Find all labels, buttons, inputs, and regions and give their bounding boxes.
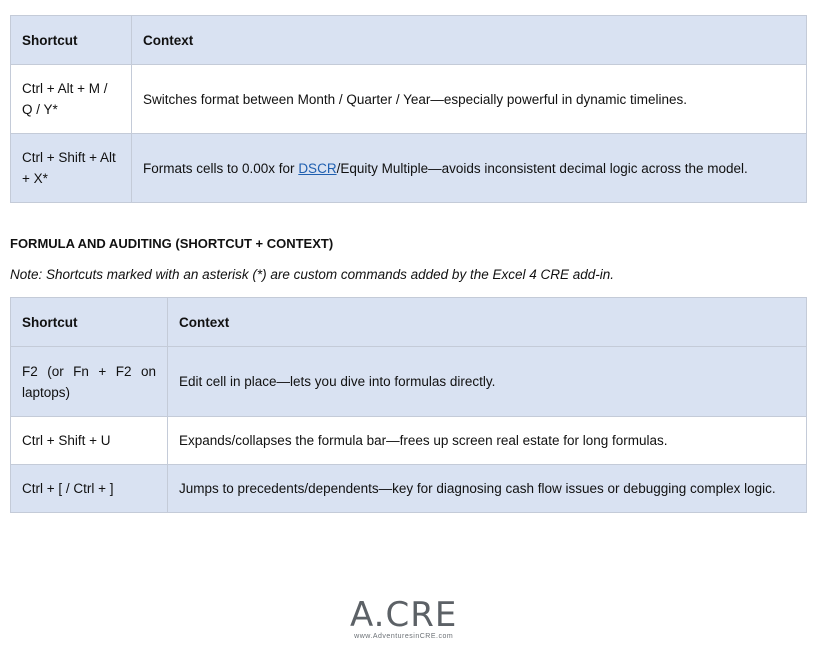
header-context: Context (168, 298, 807, 347)
context-text-pre: Formats cells to 0.00x for (143, 160, 299, 176)
table-header-row (11, 298, 807, 347)
shortcut-table-1 (10, 15, 807, 203)
table-row (11, 417, 807, 465)
table-row (11, 347, 807, 417)
context-cell (132, 134, 807, 203)
acre-logo (350, 595, 458, 640)
shortcut-cell: F2 (or Fn + F2 on laptops) (11, 347, 168, 417)
logo-mark: A.CRE (350, 595, 458, 635)
shortcut-cell: Ctrl + [ / Ctrl + ] (11, 465, 168, 513)
shortcut-table-2 (10, 297, 807, 513)
table-row (11, 134, 807, 203)
asterisk-note: Note: Shortcuts marked with an asterisk (*) are custom commands added by the Excel 4 CRE add-in. (10, 267, 615, 282)
header-shortcut: Shortcut (11, 16, 132, 65)
header-shortcut: Shortcut (11, 298, 168, 347)
logo-url: www.AdventuresinCRE.com (354, 633, 454, 640)
context-cell: Jumps to precedents/dependents—key for diagnosing cash flow issues or debugging complex logic. (168, 465, 807, 513)
context-cell: Expands/collapses the formula bar—frees up screen real estate for long formulas. (168, 417, 807, 465)
shortcut-cell: Ctrl + Alt + M / Q / Y* (11, 65, 132, 134)
shortcut-cell: Ctrl + Shift + U (11, 417, 168, 465)
section-title: FORMULA AND AUDITING (SHORTCUT + CONTEXT) (10, 236, 334, 251)
header-context: Context (132, 16, 807, 65)
table-row (11, 465, 807, 513)
dscr-link[interactable]: DSCR (298, 160, 337, 176)
context-cell: Switches format between Month / Quarter / Year—especially powerful in dynamic timelines. (132, 65, 807, 134)
table-header-row (11, 16, 807, 65)
context-cell: Edit cell in place—lets you dive into formulas directly. (168, 347, 807, 417)
context-text-post: /Equity Multiple—avoids inconsistent decimal logic across the model. (336, 160, 748, 176)
table-row (11, 65, 807, 134)
shortcut-cell: Ctrl + Shift + Alt + X* (11, 134, 132, 203)
